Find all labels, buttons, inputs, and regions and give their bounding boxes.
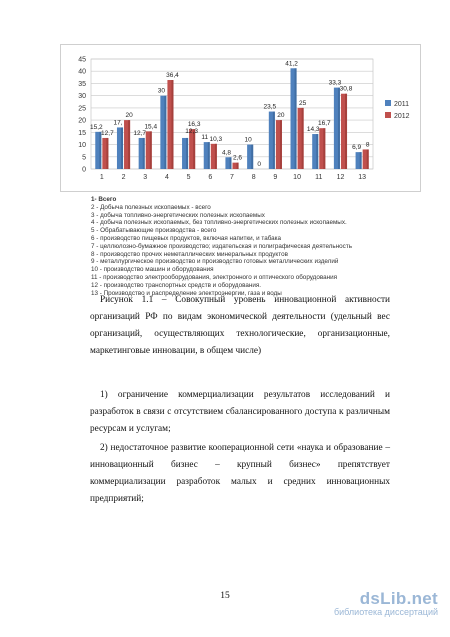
y-tick-label: 15 xyxy=(78,129,86,137)
chart-frame xyxy=(60,44,421,192)
data-label: 2,6 xyxy=(233,154,243,162)
bar-shadow xyxy=(237,163,239,169)
data-label: 16,3 xyxy=(187,121,201,129)
list-item-1: 1) ограничение коммерциализации результатов исследований и разработок в связи с отсутствием сбалансированного доступа к различным ресурсам и услугам; xyxy=(90,390,390,434)
y-tick-label: 45 xyxy=(78,56,86,64)
category-legend-item: 2 - Добыча полезных ископаемых - всего xyxy=(91,203,211,211)
category-legend-item: 10 - производство машин и оборудования xyxy=(91,266,214,274)
data-label: 6,9 xyxy=(352,144,362,152)
x-tick-label: 11 xyxy=(315,174,323,181)
data-label: 10 xyxy=(244,136,252,144)
bar-shadow xyxy=(164,96,166,169)
list-item-2: 2) недостаточное развитие кооперационной сети «наука и образование – инновационный бизнес – крупный бизнес» препятствует коммерциализации разработок малых и средних инновационных предприятий; xyxy=(90,443,390,504)
data-label: 41,2 xyxy=(285,60,298,68)
data-label: 11 xyxy=(201,134,209,142)
data-label: 12,7 xyxy=(101,129,114,137)
legend-swatch xyxy=(385,100,391,106)
bar-shadow xyxy=(316,134,318,169)
category-legend-item: 11 - производство электрооборудования, электронного и оптического оборудования xyxy=(91,273,338,281)
bar-shadow xyxy=(367,149,369,169)
data-label: 16,7 xyxy=(317,120,331,128)
category-legend-item: 4 - добыча полезных ископаемых, без топливно-энергетических полезных ископаемых. xyxy=(91,219,347,227)
data-label: 30 xyxy=(157,87,166,95)
category-legend-item: 3 - добыча топливно-энергетических полезных ископаемых xyxy=(91,211,265,219)
bar-shadow xyxy=(230,157,232,169)
data-label: 30,8 xyxy=(339,85,353,93)
data-label: 20 xyxy=(277,112,285,120)
bar-shadow xyxy=(323,128,325,169)
bar-shadow xyxy=(215,144,217,169)
x-tick-label: 10 xyxy=(293,174,301,181)
x-tick-label: 7 xyxy=(230,174,234,181)
bar-shadow xyxy=(186,138,188,169)
data-label: 17, xyxy=(113,119,123,127)
category-legend-item: 9 - металлургическое производство и производство готовых металлических изделий xyxy=(91,258,339,266)
data-label: 12,7 xyxy=(133,129,147,137)
legend-label: 2011 xyxy=(394,101,410,108)
x-tick-label: 2 xyxy=(121,174,126,181)
category-legend-item: 7 - целлюлозно-бумажное производство; издательская и полиграфическая деятельность xyxy=(91,242,352,250)
y-tick-label: 0 xyxy=(82,166,86,174)
x-tick-label: 4 xyxy=(164,174,169,181)
bar-chart xyxy=(61,45,420,191)
data-label: 36,4 xyxy=(166,72,179,80)
page-number: 15 xyxy=(220,591,230,601)
bar-shadow xyxy=(208,142,210,169)
bar-shadow xyxy=(128,120,130,169)
category-legend-item: 8 - производство прочих неметаллических минеральных продуктов xyxy=(91,250,288,258)
x-tick-label: 9 xyxy=(273,174,278,181)
watermark xyxy=(334,589,438,617)
data-label: 8 xyxy=(365,141,370,149)
category-legend-item: 13 - Производство и распределение электроэнергии, газа и воды xyxy=(91,289,282,297)
y-tick-label: 30 xyxy=(78,93,86,101)
bar-shadow xyxy=(143,138,145,169)
watermark-subtitle: библиотека диссертаций xyxy=(333,607,438,617)
category-legend-item: 1- Всего xyxy=(91,196,117,203)
bar-shadow xyxy=(338,88,340,169)
x-tick-label: 3 xyxy=(143,174,148,181)
x-tick-label: 6 xyxy=(208,174,213,181)
legend-swatch xyxy=(385,112,391,118)
data-label: 33,3 xyxy=(328,79,342,87)
data-label: 0 xyxy=(257,161,262,168)
bar-shadow xyxy=(99,132,101,169)
data-label: 25 xyxy=(298,99,307,107)
data-label: 23,5 xyxy=(263,103,277,111)
data-label: 10,3 xyxy=(209,135,223,143)
bar-shadow xyxy=(345,94,347,169)
bar-shadow xyxy=(251,145,253,169)
bar-shadow xyxy=(121,127,123,169)
x-tick-label: 12 xyxy=(336,174,345,181)
bar-shadow xyxy=(171,80,173,169)
bar-shadow xyxy=(302,108,304,169)
category-legend-item: 12 - производство транспортных средств и оборудования. xyxy=(91,281,262,289)
bar-shadow xyxy=(273,112,275,169)
bar-shadow xyxy=(280,120,282,169)
bar-shadow xyxy=(193,129,195,169)
figure-caption: Рисунок 1.1 – Совокупный уровень инновационной активности организаций РФ по видам экономической деятельности (удельный вес организаций, осуществляющих технологические, организационные, маркетинговые инновации, в общем числе) xyxy=(90,295,390,356)
data-label: 15,4 xyxy=(144,123,158,131)
y-tick-label: 10 xyxy=(78,142,86,150)
bar-shadow xyxy=(295,68,297,169)
plot-area xyxy=(91,59,373,169)
category-legend-item: 5 - Обрабатывающие производства - всего xyxy=(91,227,217,235)
y-tick-label: 35 xyxy=(78,80,86,88)
y-tick-label: 40 xyxy=(78,68,86,76)
bar-shadow xyxy=(106,138,108,169)
y-tick-label: 25 xyxy=(78,105,86,113)
category-legend-item: 6 - производство пищевых продуктов, включая напитки, и табака xyxy=(91,234,282,242)
category-legend-list xyxy=(91,196,431,297)
data-label: 12,3 xyxy=(185,127,198,135)
x-tick-label: 13 xyxy=(358,174,367,181)
data-label: 14,3 xyxy=(306,126,320,134)
bar-shadow xyxy=(150,131,152,169)
data-label: 20 xyxy=(125,112,133,120)
legend-label: 2012 xyxy=(394,113,410,120)
y-tick-label: 5 xyxy=(82,154,86,162)
data-label: 15,2 xyxy=(89,123,103,131)
bar-shadow xyxy=(360,152,362,169)
watermark-logo: dsLib.net xyxy=(359,589,438,608)
y-tick-label: 20 xyxy=(78,117,86,125)
data-label: 4,8 xyxy=(221,149,231,157)
x-tick-label: 1 xyxy=(99,174,104,181)
x-tick-label: 5 xyxy=(186,174,191,181)
x-tick-label: 8 xyxy=(251,174,256,181)
